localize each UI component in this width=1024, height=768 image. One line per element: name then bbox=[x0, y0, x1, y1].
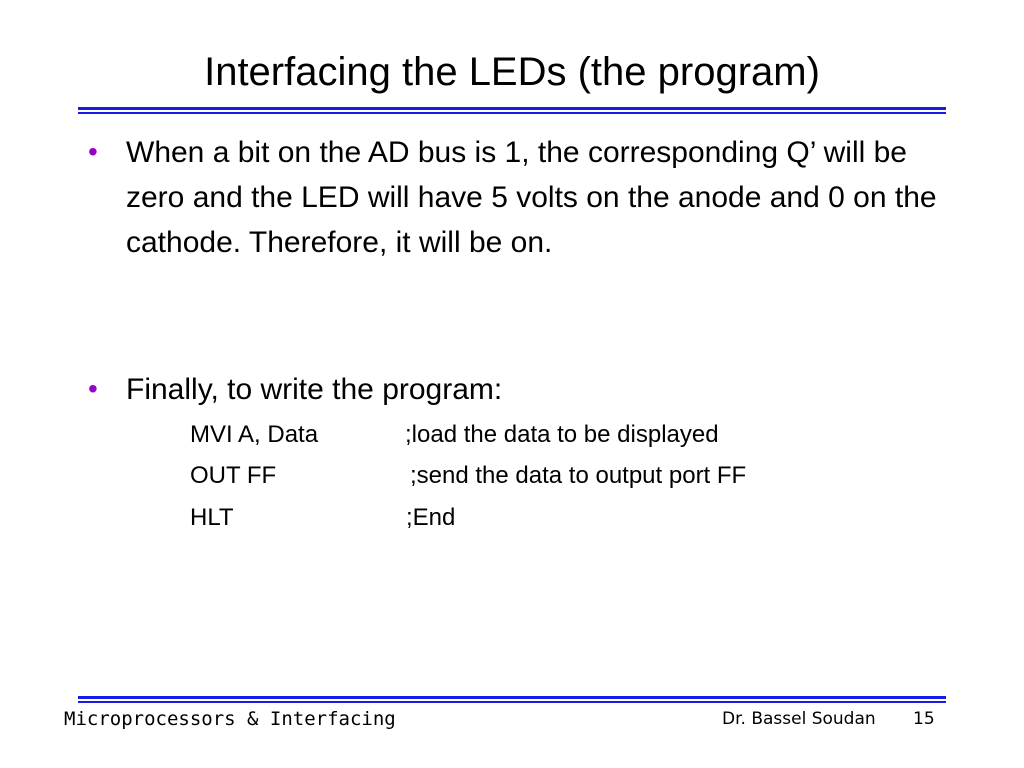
code-instruction: HLT bbox=[190, 504, 234, 531]
divider-thick-line bbox=[78, 696, 946, 699]
divider-thick-line bbox=[78, 107, 946, 110]
title-divider bbox=[78, 107, 946, 114]
code-instruction: MVI A, Data bbox=[190, 421, 319, 448]
slide-title: Interfacing the LEDs (the program) bbox=[204, 50, 820, 94]
code-comment: ;load the data to be displayed bbox=[405, 421, 719, 448]
bullet-text: When a bit on the AD bus is 1, the corresponding Q’ will be zero and the LED will have 5 volts on the anode and 0 on the cathode. Therefore, it will be on. bbox=[126, 136, 937, 259]
footer-page-number: 15 bbox=[913, 709, 935, 729]
bullet-marker-icon: • bbox=[88, 136, 98, 167]
footer-divider bbox=[78, 696, 946, 703]
bullet-text: Finally, to write the program: bbox=[126, 373, 503, 406]
bullet-marker-icon: • bbox=[88, 373, 98, 404]
footer-course: Microprocessors & Interfacing bbox=[64, 708, 396, 730]
divider-thin-line bbox=[78, 112, 946, 114]
code-line bbox=[190, 503, 456, 623]
code-instruction: OUT FF bbox=[190, 462, 277, 489]
code-comment: ;send the data to output port FF bbox=[410, 462, 747, 489]
footer-author: Dr. Bassel Soudan bbox=[722, 709, 876, 729]
code-comment: ;End bbox=[406, 504, 456, 531]
divider-thin-line bbox=[78, 701, 946, 703]
